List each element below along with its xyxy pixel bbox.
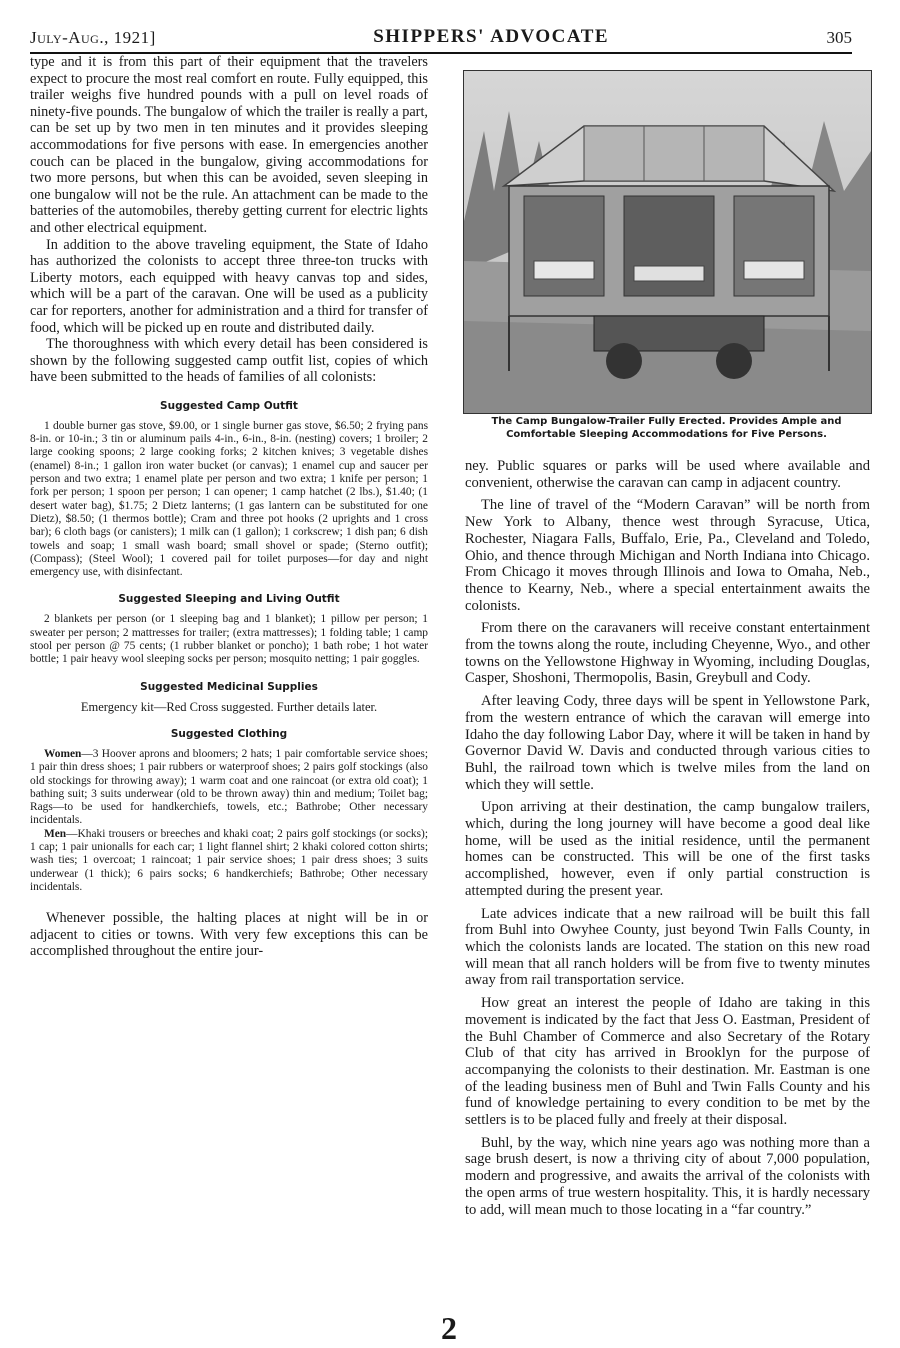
men-clothing-text: —Khaki trousers or breeches and khaki coat; 2 pairs golf stockings (or socks); 1 cap; 1 pair unionalls for each car; 1 light flannel shirt; 2 khaki colored cotton shirts; wash ties; 1 overcoat; 1 raincoat; 1 pair service shoes; 1 pair dress shoes; 3 suits underwear (1 thick); 6 pairs socks; 6 handkerchiefs; Bathrobe; Other necessary incidentals. — [30, 827, 428, 893]
running-header — [30, 18, 852, 54]
section-heading-camp-outfit: Suggested Camp Outfit — [160, 399, 298, 412]
paragraph: From there on the caravaners will receive constant entertainment from the towns along the route, including Cheyenne, Wyo., and other towns on the Yellowstone Highway in Wyoming, including Douglas, Casper, Shoshoni, Thermopolis, Basin, Greybull and Cody. — [465, 620, 870, 687]
paragraph: Late advices indicate that a new railroad will be built this fall from Buhl into Owyhee County, just beyond Twin Falls County, in which the colonists lands are located. The station on this new road will mean that all ranch holders will be from five to twenty minutes away from rail transportation service. — [465, 905, 870, 989]
women-clothing — [30, 748, 428, 828]
paragraph: Upon arriving at their destination, the camp bungalow trailers, which, during the long journey will have become a good deal like home, will be used as the initial residence, until the permanent homes can be constructed. This will be one of the first tasks accomplished, however, even if only partial construction is attempted during the present year. — [465, 799, 870, 899]
men-label: Men — [44, 827, 67, 840]
journal-title: SHIPPERS' ADVOCATE — [373, 26, 610, 47]
figure-caption: The Camp Bungalow-Trailer Fully Erected. Provides Ample and Comfortable Sleeping Accommodations for Five Persons. — [491, 416, 842, 440]
paragraph: ney. Public squares or parks will be used where available and convenient, otherwise the caravan can camp in adjacent country. — [465, 458, 870, 491]
paragraph: The line of travel of the “Modern Caravan” will be north from New York to Albany, thence west through Syracuse, Utica, Rochester, Niagara Falls, Buffalo, Erie, Pa., Cleveland and Toledo, Ohio, and thence through Michigan and North Indiana into Chicago. From Chicago it moves through Illinois and Iowa to Omaha, Neb., thence to Kearny, Neb., where a special entertainment awaits the colonists. — [465, 497, 870, 614]
page-mark: 2 — [441, 1310, 457, 1346]
paragraph: Whenever possible, the halting places at night will be in or adjacent to cities or towns. With very few exceptions this can be accomplished throughout the entire jour- — [30, 910, 428, 960]
men-clothing — [30, 828, 428, 894]
right-column — [465, 458, 870, 1224]
paragraph: type and it is from this part of their equipment that the travelers expect to procure the most real comfort en route. Fully equipped, this trailer weighs five hundred pounds with a pull on level roads of ninety-five pounds. The bungalow of which the trailer is really a part, can be set up by two men in ten minutes and it provides sleeping accommodations for five persons with ease. In emergencies another couch can be placed in the bungalow, giving accommodations for two more persons, but when this can be avoided, seven sleeping in one bungalow will not be the rule. An attachment can be made to the batteries of the automobiles, thereby getting current for electric lights and other electrical equipment. — [30, 54, 428, 236]
camp-outfit-list: 1 double burner gas stove, $9.00, or 1 single burner gas stove, $6.50; 2 frying pans 8-in. or 10-in.; 3 tin or aluminum pails 4-in., 6-in., 8-in. (nesting) covers; 1 broiler; 2 large cooking spoons; 2 large cooking forks; 2 kitchen knives; 3 vegetable dishes (enamel) 8-in.; 1 gallon iron water bucket (or canvas); 1 enamel cup and saucer per person and two extra; 1 enamel plate per person and two extra; 1 knife per person; 1 fork per person; 1 spoon per person; 1 can opener; 1 camp hatchet (2 lbs.), $1.40; (1 desert water bag), $1.75; 2 Dietz lanterns; (1 gas lantern can be substituted for one Dietz), $8.50; (1 thermos bottle); Cram and three pot hooks (2 uprights and 1 cross bar); 6 cloth bags (or canisters); 1 milk can (1 gallon); 1 corkscrew; 1 dish pan; 6 dish towels and soap; 1 small wash board; small shovel or spade; (Sterno outfit); (Compass); (Steel Wool); 1 covered pail for toilet purposes—for day and night emergency use, with disinfectant. — [30, 419, 428, 579]
page-number: 305 — [826, 28, 852, 47]
paragraph: After leaving Cody, three days will be spent in Yellowstone Park, from the western entrance of which the caravan will emerge into Idaho the day following Labor Day, where it will be taken in hand by Governor David W. Davis and conducted through various cities to Buhl, the railroad town which is twelve miles from the land on which they will settle. — [465, 693, 870, 793]
women-clothing-text: —3 Hoover aprons and bloomers; 2 hats; 1 pair comfortable service shoes; 1 pair thin dress shoes; 1 pair rubbers or waterproof shoes; 2 pairs golf stockings (also old stockings for throwing away); 1 warm coat and one raincoat (or extra old coat); 1 bathing suit; 3 suits underwear (old to be thrown away) thin and medium; Toilet bag; Rags—to be used for handkerchiefs, towels, etc.; Bathrobe; Other necessary incidentals. — [30, 747, 428, 827]
section-heading-sleeping-outfit: Suggested Sleeping and Living Outfit — [118, 593, 340, 606]
medicinal-text: Emergency kit—Red Cross suggested. Further details later. — [80, 699, 378, 714]
trailer-photo — [463, 70, 872, 414]
paragraph: The thoroughness with which every detail has been considered is shown by the following suggested camp outfit list, copies of which have been submitted to the heads of families of all colonists: — [30, 336, 428, 386]
paragraph: Buhl, by the way, which nine years ago was nothing more than a sage brush desert, is now a thriving city of about 7,000 population, modern and progressive, and awaits the arrival of the colonists with the open arms of true western hospitality. This, it is hardly necessary to add, will mean much to those locating in a “far country.” — [465, 1134, 870, 1218]
section-heading-medicinal: Suggested Medicinal Supplies — [140, 680, 318, 693]
left-column — [30, 54, 428, 960]
sleeping-outfit-list: 2 blankets per person (or 1 sleeping bag and 1 blanket); 1 pillow per person; 1 sweater per person; 2 mattresses for trailer; (extra mattresses); 1 folding table; 1 camp stool per person @ 75 cents; (1 rubber blanket or poncho); 1 bath robe; 1 hot water bottle; 1 pair heavy wool sleeping socks per person; mosquito netting; 1 pair goggles. — [30, 613, 428, 666]
women-label: Women — [44, 747, 82, 760]
trailer-illustration — [464, 71, 871, 413]
paragraph: In addition to the above traveling equipment, the State of Idaho has authorized the colonists to accept three three-ton trucks with Liberty motors, each equipped with heavy canvas top and sides, which will be a part of the caravan. One will be used as a publicity car for reporters, another for administration and a third for transfer of food, which will be picked up en route and distributed daily. — [30, 236, 428, 336]
paragraph: How great an interest the people of Idaho are taking in this movement is indicated by the fact that Jess O. Eastman, President of the Buhl Chamber of Commerce and also Secretary of the Rotary Club of that city has arrived in Brooklyn for the purpose of accompanying the colonists to their destination. Mr. Eastman is one of the leading business men of Buhl and Twin Falls County and his fund of knowledge pertaining to every condition to be met by the settlers is to be placed fully and freely at their disposal. — [465, 995, 870, 1129]
section-heading-clothing: Suggested Clothing — [170, 727, 288, 740]
issue-date: July-Aug., 1921] — [30, 28, 156, 47]
